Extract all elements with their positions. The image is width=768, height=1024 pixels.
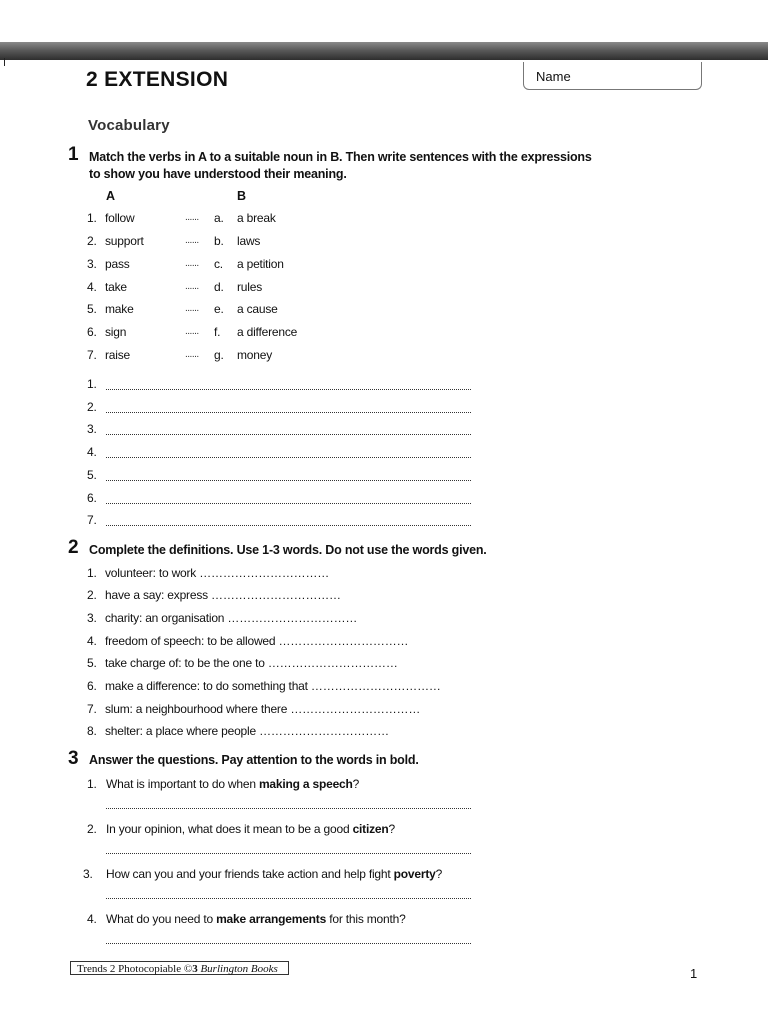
name-label: Name: [536, 69, 571, 84]
question-text-end: ?: [435, 867, 443, 881]
sentence-input-line[interactable]: [106, 412, 471, 413]
exercise-3-number: 3: [68, 748, 79, 769]
answer-input-line[interactable]: [106, 943, 471, 944]
question-text: [106, 777, 359, 791]
noun-text: money: [237, 348, 273, 362]
match-blank[interactable]: ......: [185, 303, 199, 314]
definition-text[interactable]: volunteer: to work ……………………………: [105, 566, 330, 580]
sentence-number: 7.: [87, 513, 97, 527]
definition-number: 2.: [87, 588, 97, 602]
sentence-number: 3.: [87, 422, 97, 436]
definition-number: 4.: [87, 634, 97, 648]
sentence-input-line[interactable]: [106, 434, 471, 435]
verb-text: take: [105, 280, 127, 294]
verb-text: raise: [105, 348, 131, 362]
match-blank[interactable]: ......: [185, 235, 199, 246]
option-letter: f.: [214, 325, 221, 339]
definition-number: 3.: [87, 611, 97, 625]
option-letter: b.: [214, 234, 224, 248]
noun-text: a cause: [237, 302, 278, 316]
question-text-start: What is important to do when: [106, 777, 259, 791]
match-blank[interactable]: ......: [185, 258, 199, 269]
footer-publisher: Burlington Books: [200, 963, 278, 975]
exercise-2-instruction: Complete the definitions. Use 1-3 words. Do not use the words given.: [89, 543, 487, 557]
sentence-input-line[interactable]: [106, 525, 471, 526]
question-bold-term: poverty: [393, 867, 436, 881]
row-number: 5.: [87, 302, 97, 316]
row-number: 3.: [87, 257, 97, 271]
definition-text[interactable]: slum: a neighbourhood where there ……………………………: [105, 702, 421, 716]
definition-text[interactable]: charity: an organisation ……………………………: [105, 611, 358, 625]
footer-copyright-text: Trends 2 Photocopiable ©: [77, 963, 193, 975]
row-number: 4.: [87, 280, 97, 294]
section-title: Vocabulary: [88, 117, 170, 134]
question-bold-term: make arrangements: [216, 912, 327, 926]
column-a-header: A: [106, 189, 116, 203]
noun-text: a break: [237, 211, 276, 225]
option-letter: e.: [214, 302, 224, 316]
question-bold-term: citizen: [352, 822, 389, 836]
definition-text[interactable]: have a say: express ……………………………: [105, 588, 341, 602]
row-number: 6.: [87, 325, 97, 339]
answer-input-line[interactable]: [106, 808, 471, 809]
exercise-3-instruction: Answer the questions. Pay attention to the words in bold.: [89, 753, 419, 767]
row-number: 1.: [87, 211, 97, 225]
top-header-bar: [0, 42, 768, 60]
definition-number: 7.: [87, 702, 97, 716]
question-number: 1.: [87, 777, 97, 791]
row-number: 7.: [87, 348, 97, 362]
option-letter: c.: [214, 257, 223, 271]
question-number: 4.: [87, 912, 97, 926]
question-bold-term: making a speech: [258, 777, 353, 791]
option-letter: a.: [214, 211, 224, 225]
footer-copyright-number: 3: [192, 963, 201, 975]
question-text-end: ?: [388, 822, 396, 836]
question-text: [106, 867, 442, 881]
definition-number: 8.: [87, 724, 97, 738]
question-number: 2.: [87, 822, 97, 836]
definition-number: 5.: [87, 656, 97, 670]
answer-input-line[interactable]: [106, 853, 471, 854]
definition-number: 6.: [87, 679, 97, 693]
sentence-input-line[interactable]: [106, 457, 471, 458]
option-letter: g.: [214, 348, 224, 362]
definition-number: 1.: [87, 566, 97, 580]
question-text: [106, 912, 406, 926]
verb-text: support: [105, 234, 144, 248]
exercise-1-instruction-line2: to show you have understood their meaning.: [89, 167, 347, 181]
verb-text: sign: [105, 325, 127, 339]
sentence-input-line[interactable]: [106, 480, 471, 481]
column-b-header: B: [237, 189, 247, 203]
question-text-start: In your opinion, what does it mean to be a good: [106, 822, 353, 836]
page-title: 2 EXTENSION: [86, 68, 229, 91]
match-blank[interactable]: ......: [185, 349, 199, 360]
verb-text: pass: [105, 257, 130, 271]
sentence-number: 6.: [87, 491, 97, 505]
verb-text: make: [105, 302, 134, 316]
definition-text[interactable]: make a difference: to do something that ……………………………: [105, 679, 441, 693]
noun-text: rules: [237, 280, 263, 294]
sentence-input-line[interactable]: [106, 503, 471, 504]
question-number: 3.: [83, 867, 93, 881]
match-blank[interactable]: ......: [185, 212, 199, 223]
match-blank[interactable]: ......: [185, 326, 199, 337]
definition-text[interactable]: take charge of: to be the one to ……………………………: [105, 656, 398, 670]
question-text-end: for this month?: [326, 912, 406, 926]
question-text-end: ?: [352, 777, 360, 791]
row-number: 2.: [87, 234, 97, 248]
noun-text: a difference: [237, 325, 298, 339]
exercise-2-number: 2: [68, 537, 79, 558]
question-text: [106, 822, 395, 836]
exercise-1-number: 1: [68, 144, 79, 165]
exercise-1-instruction-line1: Match the verbs in A to a suitable noun in B. Then write sentences with the expressions: [89, 150, 592, 164]
question-text-start: What do you need to: [106, 912, 217, 926]
match-blank[interactable]: ......: [185, 281, 199, 292]
sentence-number: 5.: [87, 468, 97, 482]
top-bar-tick: [4, 58, 5, 66]
definition-text[interactable]: shelter: a place where people ……………………………: [105, 724, 389, 738]
answer-input-line[interactable]: [106, 898, 471, 899]
noun-text: a petition: [237, 257, 284, 271]
page-number: 1: [690, 966, 698, 981]
footer-copyright: [70, 961, 289, 975]
noun-text: laws: [237, 234, 261, 248]
name-field-box: [523, 62, 702, 90]
sentence-number: 2.: [87, 400, 97, 414]
option-letter: d.: [214, 280, 224, 294]
verb-text: follow: [105, 211, 135, 225]
sentence-number: 1.: [87, 377, 97, 391]
definition-text[interactable]: freedom of speech: to be allowed ……………………………: [105, 634, 409, 648]
sentence-number: 4.: [87, 445, 97, 459]
sentence-input-line[interactable]: [106, 389, 471, 390]
question-text-start: How can you and your friends take action and help fight: [106, 867, 394, 881]
